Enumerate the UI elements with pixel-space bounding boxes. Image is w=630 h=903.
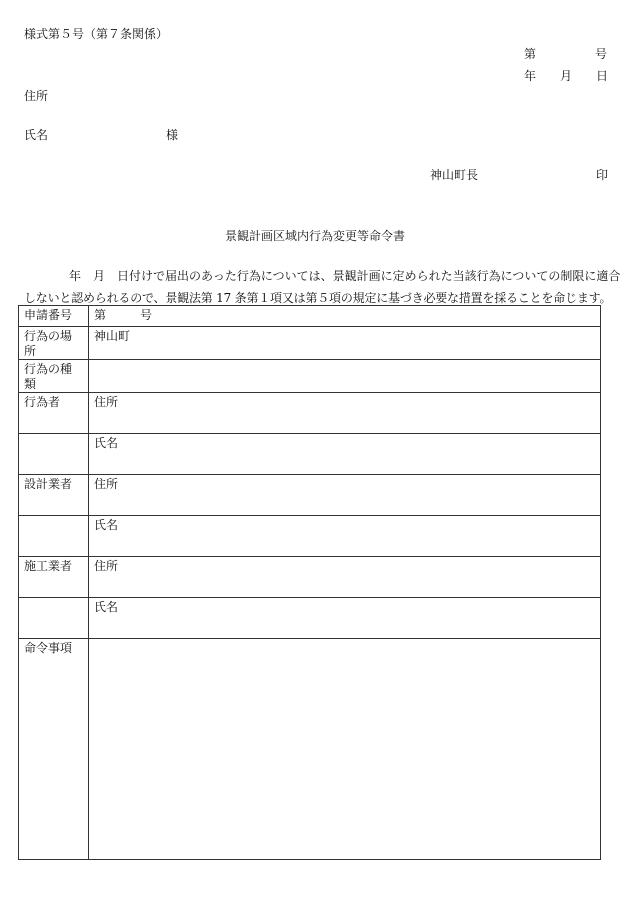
date-day-label: 日 bbox=[596, 69, 609, 83]
actor-address-label: 住所 bbox=[94, 395, 119, 409]
issuer-title: 神山町長 bbox=[430, 168, 479, 182]
order-details-table bbox=[18, 305, 601, 860]
designer-address-label: 住所 bbox=[94, 477, 119, 491]
table-row bbox=[19, 516, 601, 557]
recipient-address-label: 住所 bbox=[24, 89, 49, 103]
table-row bbox=[19, 327, 601, 360]
application-number-suffix: 号 bbox=[140, 308, 153, 322]
actor-blank-cell bbox=[19, 434, 89, 475]
order-body-line-1: 年 月 日付けで届出のあった行為については、景観計画に定められた当該行為についての制限に適合 bbox=[69, 269, 621, 283]
designer-label: 設計業者 bbox=[19, 475, 89, 516]
contractor-blank-cell bbox=[19, 598, 89, 639]
actor-address-cell[interactable] bbox=[89, 393, 601, 434]
action-type-cell[interactable] bbox=[89, 360, 601, 393]
contractor-address-label: 住所 bbox=[94, 559, 119, 573]
order-items-label: 命令事項 bbox=[19, 639, 89, 860]
recipient-honorific: 様 bbox=[166, 128, 179, 142]
contractor-label: 施工業者 bbox=[19, 557, 89, 598]
recipient-name-label: 氏名 bbox=[24, 128, 49, 142]
contractor-name-cell[interactable] bbox=[89, 598, 601, 639]
order-body-text bbox=[24, 265, 621, 309]
document-number-prefix: 第 bbox=[524, 47, 537, 61]
document-title: 景観計画区域内行為変更等命令書 bbox=[224, 229, 405, 243]
designer-address-cell[interactable] bbox=[89, 475, 601, 516]
document-number-suffix: 号 bbox=[595, 47, 608, 61]
table-row bbox=[19, 306, 601, 327]
actor-name-cell[interactable] bbox=[89, 434, 601, 475]
location-value[interactable]: 神山町 bbox=[89, 327, 601, 360]
application-number-label: 申請番号 bbox=[19, 306, 89, 327]
contractor-name-label: 氏名 bbox=[94, 600, 119, 614]
table-row bbox=[19, 434, 601, 475]
table-row bbox=[19, 639, 601, 860]
order-body-line-2: しないと認められるので、景観法第 17 条第１項又は第５項の規定に基づき必要な措置を採ることを命じます。 bbox=[24, 291, 612, 305]
contractor-address-cell[interactable] bbox=[89, 557, 601, 598]
table-row bbox=[19, 360, 601, 393]
date-year-label: 年 bbox=[524, 69, 537, 83]
form-number-label: 様式第５号（第７条関係） bbox=[24, 27, 169, 41]
table-row bbox=[19, 557, 601, 598]
location-label: 行為の場所 bbox=[19, 327, 89, 360]
table-row bbox=[19, 598, 601, 639]
designer-name-label: 氏名 bbox=[94, 518, 119, 532]
table-row bbox=[19, 393, 601, 434]
table-row bbox=[19, 475, 601, 516]
date-month-label: 月 bbox=[560, 69, 573, 83]
actor-label: 行為者 bbox=[19, 393, 89, 434]
order-items-cell[interactable] bbox=[89, 639, 601, 860]
application-number-cell[interactable] bbox=[89, 306, 601, 327]
actor-name-label: 氏名 bbox=[94, 436, 119, 450]
action-type-label: 行為の種類 bbox=[19, 360, 89, 393]
application-number-prefix: 第 bbox=[94, 308, 107, 322]
designer-name-cell[interactable] bbox=[89, 516, 601, 557]
seal-mark: 印 bbox=[596, 168, 609, 182]
designer-blank-cell bbox=[19, 516, 89, 557]
